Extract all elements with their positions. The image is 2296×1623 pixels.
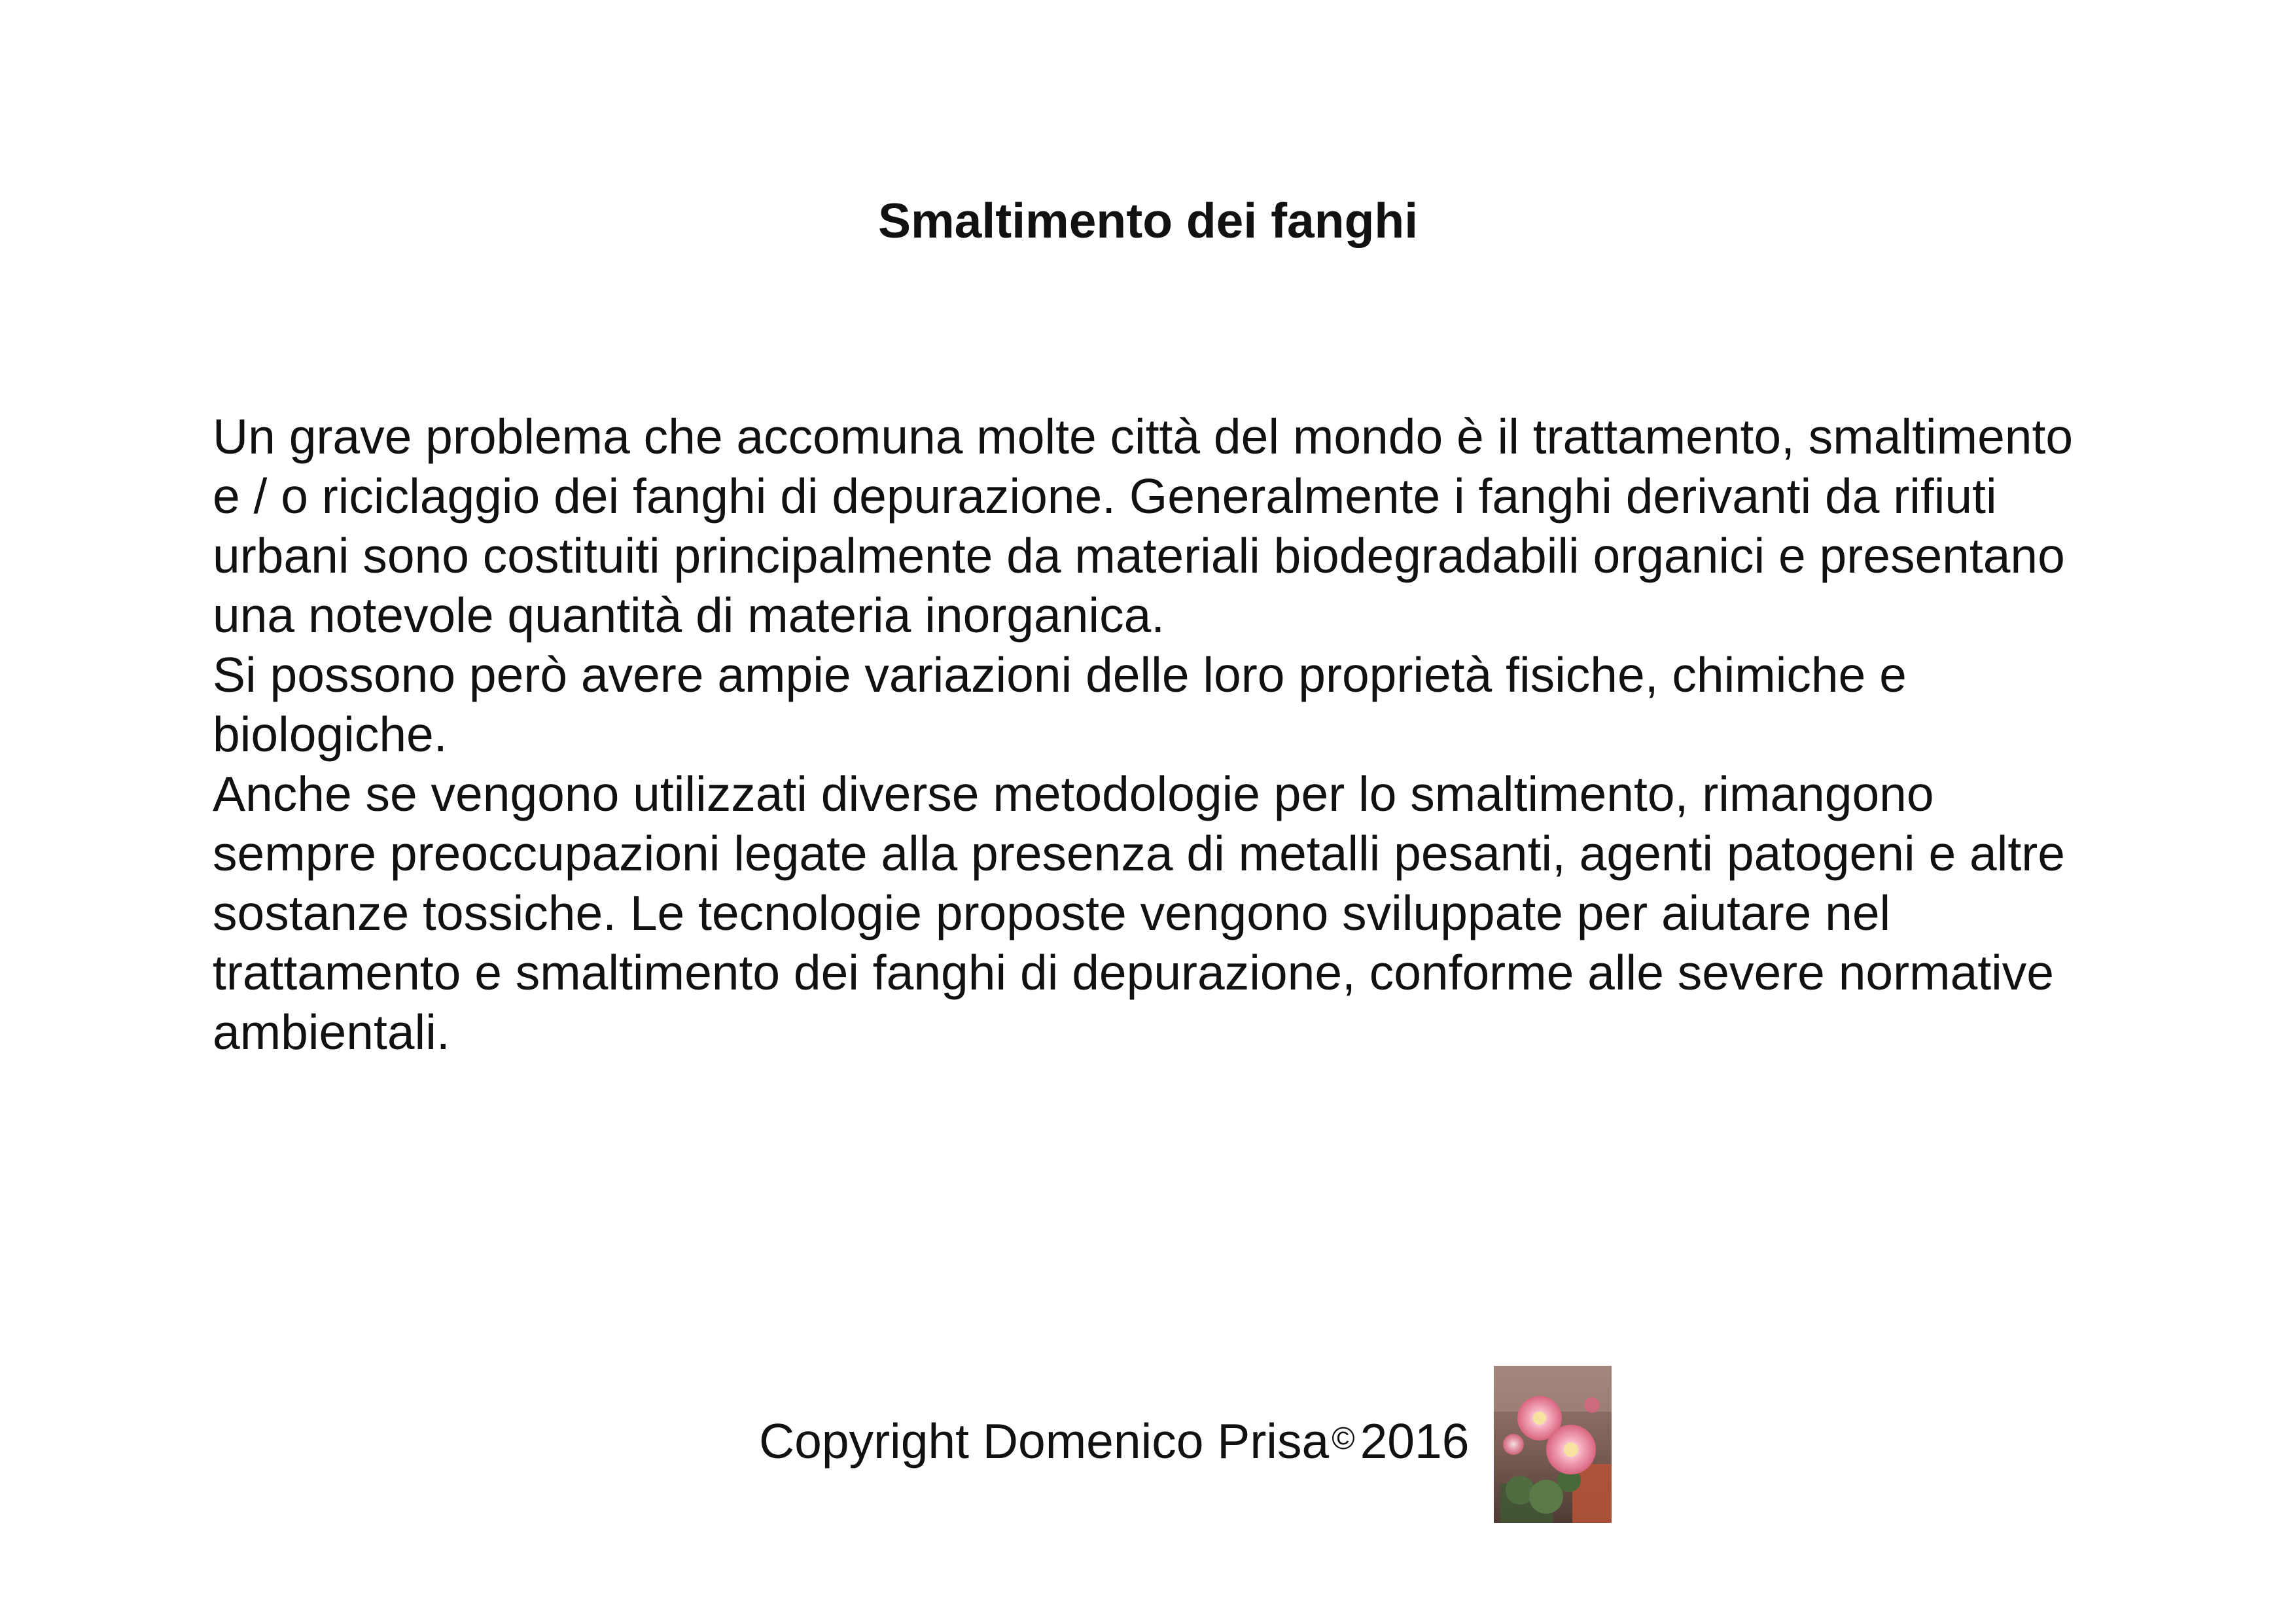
body-text <box>213 407 2097 1062</box>
page-title: Smaltimento dei fanghi <box>877 193 1419 248</box>
copyright-symbol: © <box>1332 1421 1355 1456</box>
paragraph-1: Un grave problema che accomuna molte città del mondo è il trattamento, smaltimento e / o riciclaggio dei fanghi di depurazione. Generalmente i fanghi derivanti da rifiuti urbani sono costituiti principalmente da materiali biodegradabili organici e presentano una notevole quantità di materia inorganica. <box>213 409 2074 643</box>
footer <box>759 1366 1612 1523</box>
paragraph-2: Si possono però avere ampie variazioni delle loro proprietà fisiche, chimiche e biologiche. <box>213 647 1907 762</box>
copyright-notice <box>759 1412 1469 1478</box>
paragraph-3: Anche se vengono utilizzati diverse metodologie per lo smaltimento, rimangono sempre preoccupazioni legate alla presenza di metalli pesanti, agenti patogeni e altre sostanze tossiche. Le tecnologie proposte vengono sviluppate per aiutare nel trattamento e smaltimento dei fanghi di depurazione, conforme alle severe normative ambientali. <box>213 766 2065 1060</box>
cactus-flower-photo-icon <box>1494 1366 1612 1523</box>
copyright-name: Copyright Domenico Prisa <box>759 1413 1330 1469</box>
copyright-year: 2016 <box>1360 1413 1470 1469</box>
